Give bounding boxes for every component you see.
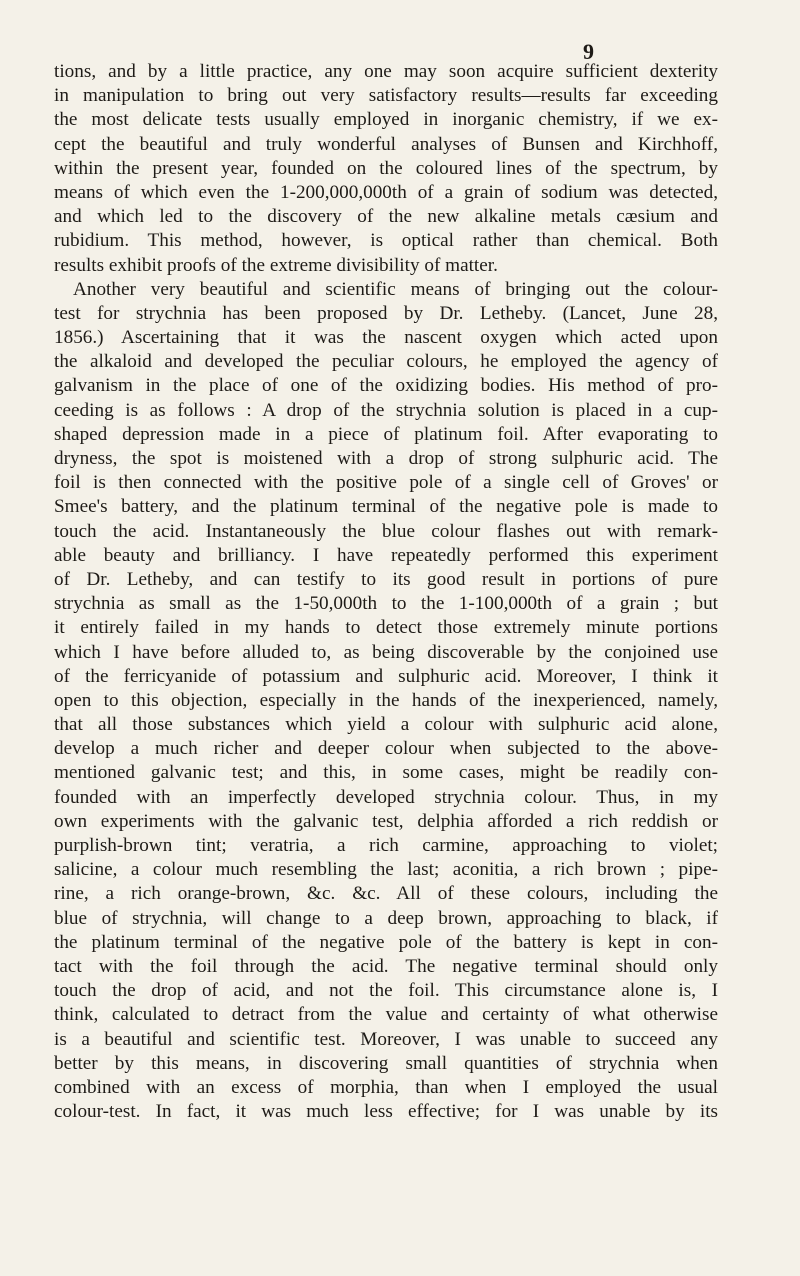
text-line: blue of strychnia, will change to a deep brown, approaching to black, if [54, 907, 718, 929]
text-line: of Dr. Letheby, and can testify to its good result in portions of pure [54, 568, 718, 590]
text-line: within the present year, founded on the coloured lines of the spectrum, by [54, 157, 718, 179]
text-line: rine, a rich orange-brown, &c. &c. All of these colours, including the [54, 883, 718, 905]
text-line: think, calculated to detract from the value and certainty of what otherwise [54, 1004, 718, 1026]
text-line: in manipulation to bring out very satisfactory results—results far exceeding [54, 85, 718, 107]
text-line: open to this objection, especially in the hands of the inexperienced, namely, [54, 689, 718, 711]
page-number: 9 [583, 39, 594, 64]
text-line: purplish-brown tint; veratria, a rich carmine, approaching to violet; [54, 835, 718, 856]
text-line: that all those substances which yield a colour with sulphuric acid alone, [54, 714, 718, 736]
body-text [54, 60, 718, 1124]
text-line: galvanism in the place of one of the oxidizing bodies. His method of pro- [54, 375, 718, 397]
text-line: tions, and by a little practice, any one may soon acquire sufficient dexterity [54, 61, 718, 82]
text-line: mentioned galvanic test; and this, in some cases, might be readily con- [54, 762, 718, 784]
text-line: results exhibit proofs of the extreme divisibility of matter. [54, 254, 498, 276]
text-line: touch the acid. Instantaneously the blue colour flashes out with remark- [54, 520, 718, 542]
text-line: 1856.) Ascertaining that it was the nascent oxygen which acted upon [54, 327, 718, 349]
text-line: cept the beautiful and truly wonderful analyses of Bunsen and Kirchhoff, [54, 133, 718, 155]
text-line: dryness, the spot is moistened with a drop of strong sulphuric acid. The [54, 448, 718, 469]
text-line: develop a much richer and deeper colour when subjected to the above- [54, 738, 718, 760]
text-line: is a beautiful and scientific test. Moreover, I was unable to succeed any [54, 1028, 718, 1050]
text-line: strychnia as small as the 1-50,000th to the 1-100,000th of a grain ; but [54, 593, 718, 615]
text-line: salicine, a colour much resembling the last; aconitia, a rich brown ; pipe- [54, 859, 718, 881]
text-line: of the ferricyanide of potassium and sulphuric acid. Moreover, I think it [54, 665, 718, 687]
text-line: shaped depression made in a piece of platinum foil. After evaporating to [54, 423, 718, 445]
text-line: foil is then connected with the positive pole of a single cell of Groves' or [54, 472, 718, 494]
text-line: Another very beautiful and scientific means of bringing out the colour- [73, 278, 718, 300]
text-line: touch the drop of acid, and not the foil. This circumstance alone is, I [54, 980, 718, 1002]
text-line: colour-test. In fact, it was much less effective; for I was unable by its [54, 1101, 718, 1123]
text-line: Smee's battery, and the platinum terminal of the negative pole is made to [54, 496, 718, 518]
text-line: it entirely failed in my hands to detect those extremely minute portions [54, 617, 718, 639]
text-line: the alkaloid and developed the peculiar colours, he employed the agency of [54, 351, 718, 373]
text-line: own experiments with the galvanic test, delphia afforded a rich reddish or [54, 810, 718, 832]
text-line: tact with the foil through the acid. The negative terminal should only [54, 955, 718, 977]
text-line: means of which even the 1-200,000,000th of a grain of sodium was detected, [54, 181, 718, 203]
text-line: test for strychnia has been proposed by Dr. Letheby. (Lancet, June 28, [54, 302, 718, 324]
text-line: which I have before alluded to, as being discoverable by the conjoined use [54, 641, 718, 663]
text-line: rubidium. This method, however, is optical rather than chemical. Both [54, 230, 718, 252]
text-line: able beauty and brilliancy. I have repeatedly performed this experiment [54, 544, 718, 566]
text-line: the platinum terminal of the negative pole of the battery is kept in con- [54, 931, 718, 953]
text-line: combined with an excess of morphia, than when I employed the usual [54, 1076, 718, 1098]
text-line: the most delicate tests usually employed in inorganic chemistry, if we ex- [54, 109, 718, 131]
text-line: founded with an imperfectly developed strychnia colour. Thus, in my [54, 786, 718, 808]
text-line: and which led to the discovery of the new alkaline metals cæsium and [54, 206, 718, 228]
text-line: better by this means, in discovering small quantities of strychnia when [54, 1052, 718, 1074]
text-line: ceeding is as follows : A drop of the strychnia solution is placed in a cup- [54, 399, 718, 421]
